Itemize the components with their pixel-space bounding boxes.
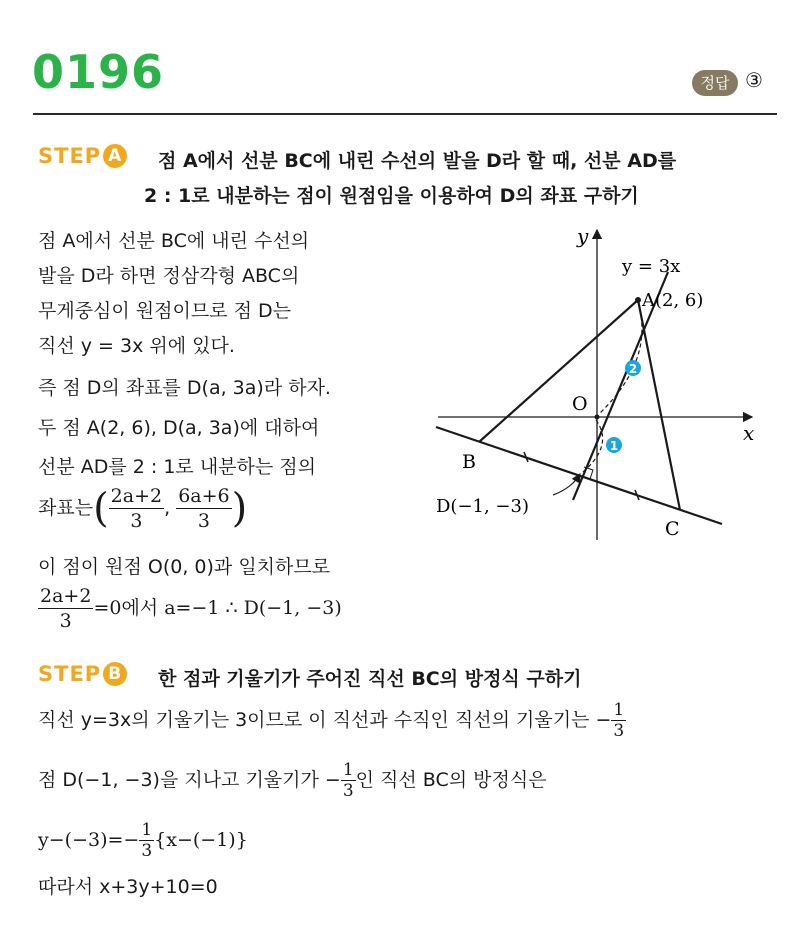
step-b-title: 한 점과 기울기가 주어진 직선 BC의 방정식 구하기 bbox=[158, 668, 582, 690]
paren-open: ( bbox=[93, 485, 109, 532]
coord-frac-y-den: 3 bbox=[197, 510, 210, 532]
step-b-letter: B bbox=[103, 662, 127, 686]
problem-number: 0196 bbox=[32, 45, 165, 99]
slope-fraction-3 bbox=[139, 820, 154, 861]
step-a-line-6: 두 점 A(2, 6), D(a, 3a)에 대하여 bbox=[38, 417, 320, 439]
step-a-line-1: 점 A에서 선분 BC에 내린 수선의 bbox=[38, 230, 310, 252]
label-d: D(−1, −3) bbox=[436, 496, 529, 517]
slope-frac-num: 1 bbox=[613, 700, 625, 720]
slope-frac2-num: 1 bbox=[342, 760, 354, 780]
eq-fraction bbox=[38, 584, 93, 633]
coord-fraction-y bbox=[176, 484, 231, 533]
marker-1-label: 1 bbox=[609, 439, 619, 453]
step-a-line-3: 무게중심이 원점이므로 점 D는 bbox=[38, 300, 291, 322]
coord-frac-x-num: 2a+2 bbox=[110, 485, 163, 507]
step-b-line-3 bbox=[38, 820, 248, 861]
slope-frac3-den: 3 bbox=[141, 841, 153, 861]
slope-frac2-den: 3 bbox=[342, 781, 354, 801]
paren-close: ) bbox=[231, 485, 248, 532]
label-b: B bbox=[462, 451, 476, 473]
step-a-title-line1: 점 A에서 선분 BC에 내린 수선의 발을 D라 할 때, 선분 AD를 bbox=[158, 150, 677, 172]
coord-fraction-x bbox=[109, 484, 164, 533]
eq-frac-den: 3 bbox=[59, 610, 72, 632]
point-a bbox=[635, 297, 641, 303]
side-ab bbox=[479, 300, 638, 442]
coord-frac-x-den: 3 bbox=[130, 510, 143, 532]
brace-1 bbox=[583, 420, 603, 472]
eq-rest: =0에서 a=−1 ∴ D(−1, −3) bbox=[93, 597, 342, 619]
answer-value: ③ bbox=[745, 68, 763, 92]
step-a-letter: A bbox=[103, 144, 127, 168]
step-a-origin-line: 이 점이 원점 O(0, 0)과 일치하므로 bbox=[38, 556, 331, 578]
step-b-line-2 bbox=[38, 760, 547, 801]
step-a-tag-text: STEP bbox=[38, 144, 102, 168]
coord-prefix: 좌표는 bbox=[38, 497, 94, 519]
step-a-line-2: 발을 D라 하면 정삼각형 ABC의 bbox=[38, 265, 300, 287]
slope-frac3-num: 1 bbox=[141, 820, 153, 840]
x-axis-label: x bbox=[743, 421, 755, 445]
step-a-title-line2: 2 : 1로 내분하는 점이 원점임을 이용하여 D의 좌표 구하기 bbox=[144, 185, 639, 207]
label-c: C bbox=[665, 518, 680, 540]
slope-fraction-2 bbox=[341, 760, 356, 801]
step-a-line-7: 선분 AD를 2 : 1로 내분하는 점의 bbox=[38, 456, 316, 478]
label-o: O bbox=[572, 393, 588, 415]
step-a-tag bbox=[38, 144, 127, 168]
coord-frac-y-num: 6a+6 bbox=[178, 485, 230, 507]
step-a-line-4: 직선 y = 3x 위에 있다. bbox=[38, 335, 235, 357]
header-rule bbox=[33, 113, 777, 115]
step-a-coordinate-line: 좌표는( $\frac{2a+2}{3}$ , $\frac{6a+6}{3}$ ) bbox=[38, 485, 248, 532]
step-a-equation-line bbox=[38, 584, 342, 633]
eq-frac-num: 2a+2 bbox=[40, 585, 92, 607]
triangle-figure bbox=[420, 222, 780, 552]
step-b-tag-text: STEP bbox=[38, 662, 102, 686]
step-b-line-1 bbox=[38, 700, 626, 741]
step-b-line-2-b: 인 직선 BC의 방정식은 bbox=[355, 769, 547, 791]
step-b-tag bbox=[38, 662, 127, 686]
y-axis-label: y bbox=[577, 224, 589, 248]
step-b-line-2-a: 점 D(−1, −3)을 지나고 기울기가 − bbox=[38, 769, 341, 791]
brace-2 bbox=[599, 302, 642, 414]
slope-frac-den: 3 bbox=[613, 721, 625, 741]
step-b-line-3-b: {x−(−1)} bbox=[154, 829, 248, 851]
marker-2-label: 2 bbox=[628, 362, 638, 376]
step-b-line-1-text: 직선 y=3x의 기울기는 3이므로 이 직선과 수직인 직선의 기울기는 − bbox=[38, 709, 612, 731]
point-o bbox=[595, 415, 600, 420]
step-a-line-5: 즉 점 D의 좌표를 D(a, 3a)라 하자. bbox=[38, 377, 331, 399]
line-label: y = 3x bbox=[622, 256, 681, 277]
step-b-line-3-a: y−(−3)=− bbox=[38, 829, 140, 851]
slope-fraction bbox=[611, 700, 626, 741]
step-b-line-4: 따라서 x+3y+10=0 bbox=[38, 876, 218, 898]
answer-badge: 정답 bbox=[692, 70, 738, 96]
label-a: A(2, 6) bbox=[642, 290, 704, 311]
